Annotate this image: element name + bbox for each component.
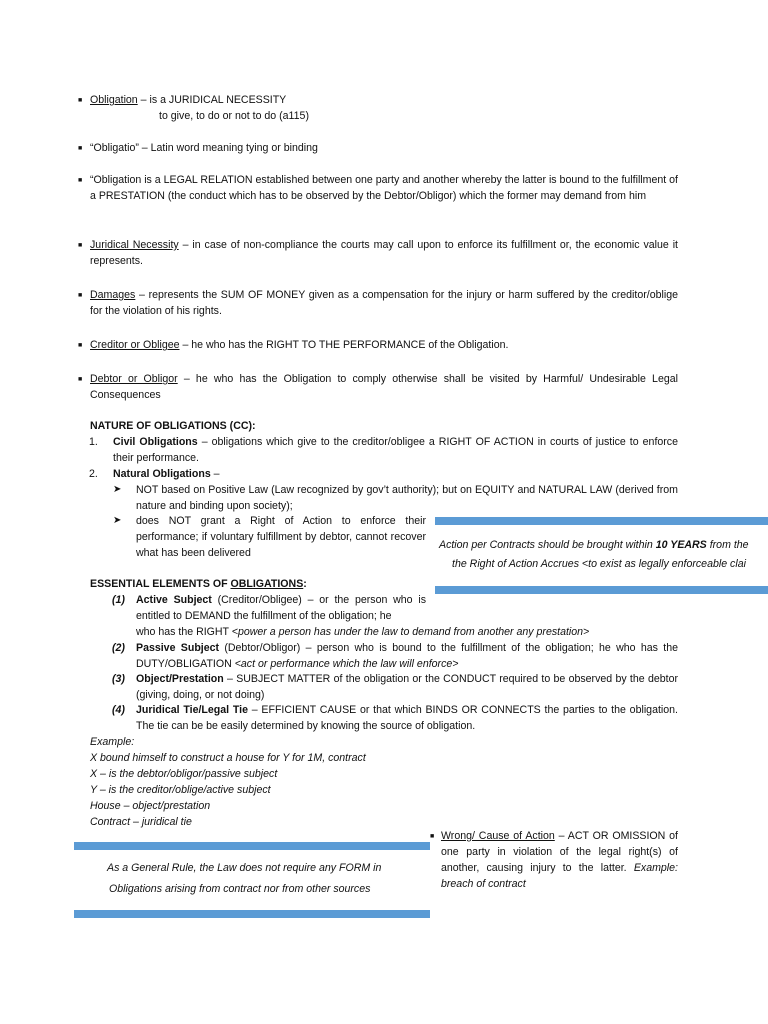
element-active-subject-cont (136, 624, 589, 640)
element-number: (1) (112, 594, 125, 606)
callout-right-line2: the Right of Action Accrues <to exist as legally enforceable clai (452, 558, 746, 570)
element-passive-subject (136, 640, 678, 672)
bullet-marker: ■ (78, 145, 83, 152)
obligation-definition (90, 92, 680, 108)
term-natural-obligations: Natural Obligations (113, 468, 211, 480)
term-debtor: Debtor or Obligor (90, 373, 178, 385)
definition-text: – he who has the RIGHT TO THE PERFORMANCE of the Obligation. (179, 339, 509, 351)
definition-text: who has the RIGHT (136, 626, 232, 638)
bullet-marker: ■ (78, 292, 83, 299)
bullet-marker: ■ (78, 177, 83, 184)
natural-obligations (113, 466, 220, 482)
term-juridical-tie: Juridical Tie/Legal Tie (136, 704, 248, 716)
elements-heading (90, 576, 307, 592)
obligation-definition-line2: to give, to do or not to do (a115) (159, 110, 309, 122)
callout-bar-top (74, 842, 430, 850)
example-block (90, 734, 366, 830)
example-line: X bound himself to construct a house for Y for 1M, contract (90, 752, 366, 764)
term-damages: Damages (90, 289, 136, 301)
legal-relation-definition: “Obligation is a LEGAL RELATION established between one party and another whereby the latter is bound to the fulfillment of a PRESTATION (the conduct which has to be observed by the Debtor/Obligor) which the former may demand from him (90, 174, 678, 202)
example-line: X – is the debtor/obligor/passive subject (90, 768, 278, 780)
callout-right-line1 (439, 537, 749, 553)
definition-text: (Creditor/Obligee) – or the person who is entitled to DEMAND the fulfillment of the obligation; he (136, 594, 426, 622)
term-creditor: Creditor or Obligee (90, 339, 180, 351)
callout-emphasis: 10 YEARS (655, 539, 707, 551)
heading-term: OBLIGATIONS (230, 578, 304, 590)
term-active-subject: Active Subject (136, 594, 212, 606)
term-object-prestation: Object/Prestation (136, 673, 224, 685)
term-juridical-necessity: Juridical Necessity (90, 239, 179, 251)
natural-sub2: does NOT grant a Right of Action to enforce their performance; if voluntary fulfillment by debtor, cannot recover what has been delivered (136, 515, 426, 559)
definition-text: – is a JURIDICAL NECESSITY (137, 94, 287, 106)
heading-colon: : (303, 578, 307, 590)
obligatio-definition: “Obligatio” – Latin word meaning tying or binding (90, 142, 318, 154)
term-passive-subject: Passive Subject (136, 642, 220, 654)
arrow-bullet-icon: ➤ (113, 515, 122, 526)
bullet-marker: ■ (78, 97, 83, 104)
definition-text: – ACT OR OMISSION of one party in violation of the legal right(s) of another, causing injury to the latter. (441, 830, 678, 874)
example-line: Contract – juridical tie (90, 816, 192, 828)
bullet-marker: ■ (78, 242, 83, 249)
civil-obligations (113, 434, 678, 466)
heading-text: ESSENTIAL ELEMENTS OF (90, 578, 231, 590)
bullet-marker: ■ (430, 833, 435, 840)
element-active-subject (136, 592, 426, 624)
definition-text: – obligations which give to the creditor/obligee a RIGHT OF ACTION in courts of justice to enforce their performance. (113, 436, 678, 464)
definition-note: <power a person has under the law to demand from another any prestation> (231, 626, 590, 638)
wrong-cause-of-action (441, 828, 678, 892)
debtor-definition (90, 371, 678, 403)
definition-text: – he who has the Obligation to comply otherwise shall be visited by Harmful/ Undesirable Legal Consequences (90, 373, 678, 401)
callout-bar-bottom (435, 586, 768, 594)
example-line: Y – is the creditor/oblige/active subject (90, 784, 271, 796)
definition-text: (Debtor/Obligor) – person who is bound to the fulfillment of the obligation; he who has the DUTY/OBLIGATION (136, 642, 678, 670)
bullet-marker: ■ (78, 342, 83, 349)
juridical-necessity-definition (90, 237, 678, 269)
bullet-marker: ■ (78, 376, 83, 383)
definition-text: – SUBJECT MATTER of the obligation or the CONDUCT required to be observed by the debtor (giving, doing, or not doing) (136, 673, 678, 701)
callout-left-line2: Obligations arising from contract nor from other sources (109, 883, 371, 895)
callout-text: from the (706, 539, 749, 551)
nature-heading: NATURE OF OBLIGATIONS (CC): (90, 420, 256, 432)
definition-text: – in case of non-compliance the courts may call upon to enforce its fulfillment or, the economic value it represents. (90, 239, 678, 267)
element-number: (3) (112, 673, 125, 685)
list-number: 2. (89, 468, 98, 480)
definition-text: – (210, 468, 220, 480)
callout-bar-bottom (74, 910, 430, 918)
callout-bar-top (435, 517, 768, 525)
definition-text: – EFFICIENT CAUSE or that which BINDS OR CONNECTS the parties to the obligation. The tie can be be easily determined by knowing the source of obligation. (136, 704, 678, 732)
natural-sub1: NOT based on Positive Law (Law recognized by gov’t authority); but on EQUITY and NATURAL LAW (derived from nature and binding upon society); (136, 484, 678, 512)
term-obligation: Obligation (90, 94, 138, 106)
element-number: (2) (112, 642, 125, 654)
term-civil-obligations: Civil Obligations (113, 436, 198, 448)
example-line: House – object/prestation (90, 800, 211, 812)
element-juridical-tie (136, 702, 678, 734)
callout-text: Action per Contracts should be brought within (439, 539, 656, 551)
definition-text: – represents the SUM OF MONEY given as a compensation for the injury or harm suffered by the creditor/oblige for the violation of his rights. (90, 289, 678, 317)
element-number: (4) (112, 704, 125, 716)
callout-left-line1: As a General Rule, the Law does not require any FORM in (107, 862, 382, 874)
definition-note: <act or performance which the law will enforce> (234, 658, 459, 670)
element-object-prestation (136, 671, 678, 703)
definition-example: Example: breach of contract (441, 862, 678, 890)
term-wrong: Wrong/ Cause of Action (441, 830, 555, 842)
damages-definition (90, 287, 678, 319)
list-number: 1. (89, 436, 98, 448)
arrow-bullet-icon: ➤ (113, 484, 122, 495)
creditor-definition (90, 337, 678, 353)
example-line: Example: (90, 736, 135, 748)
